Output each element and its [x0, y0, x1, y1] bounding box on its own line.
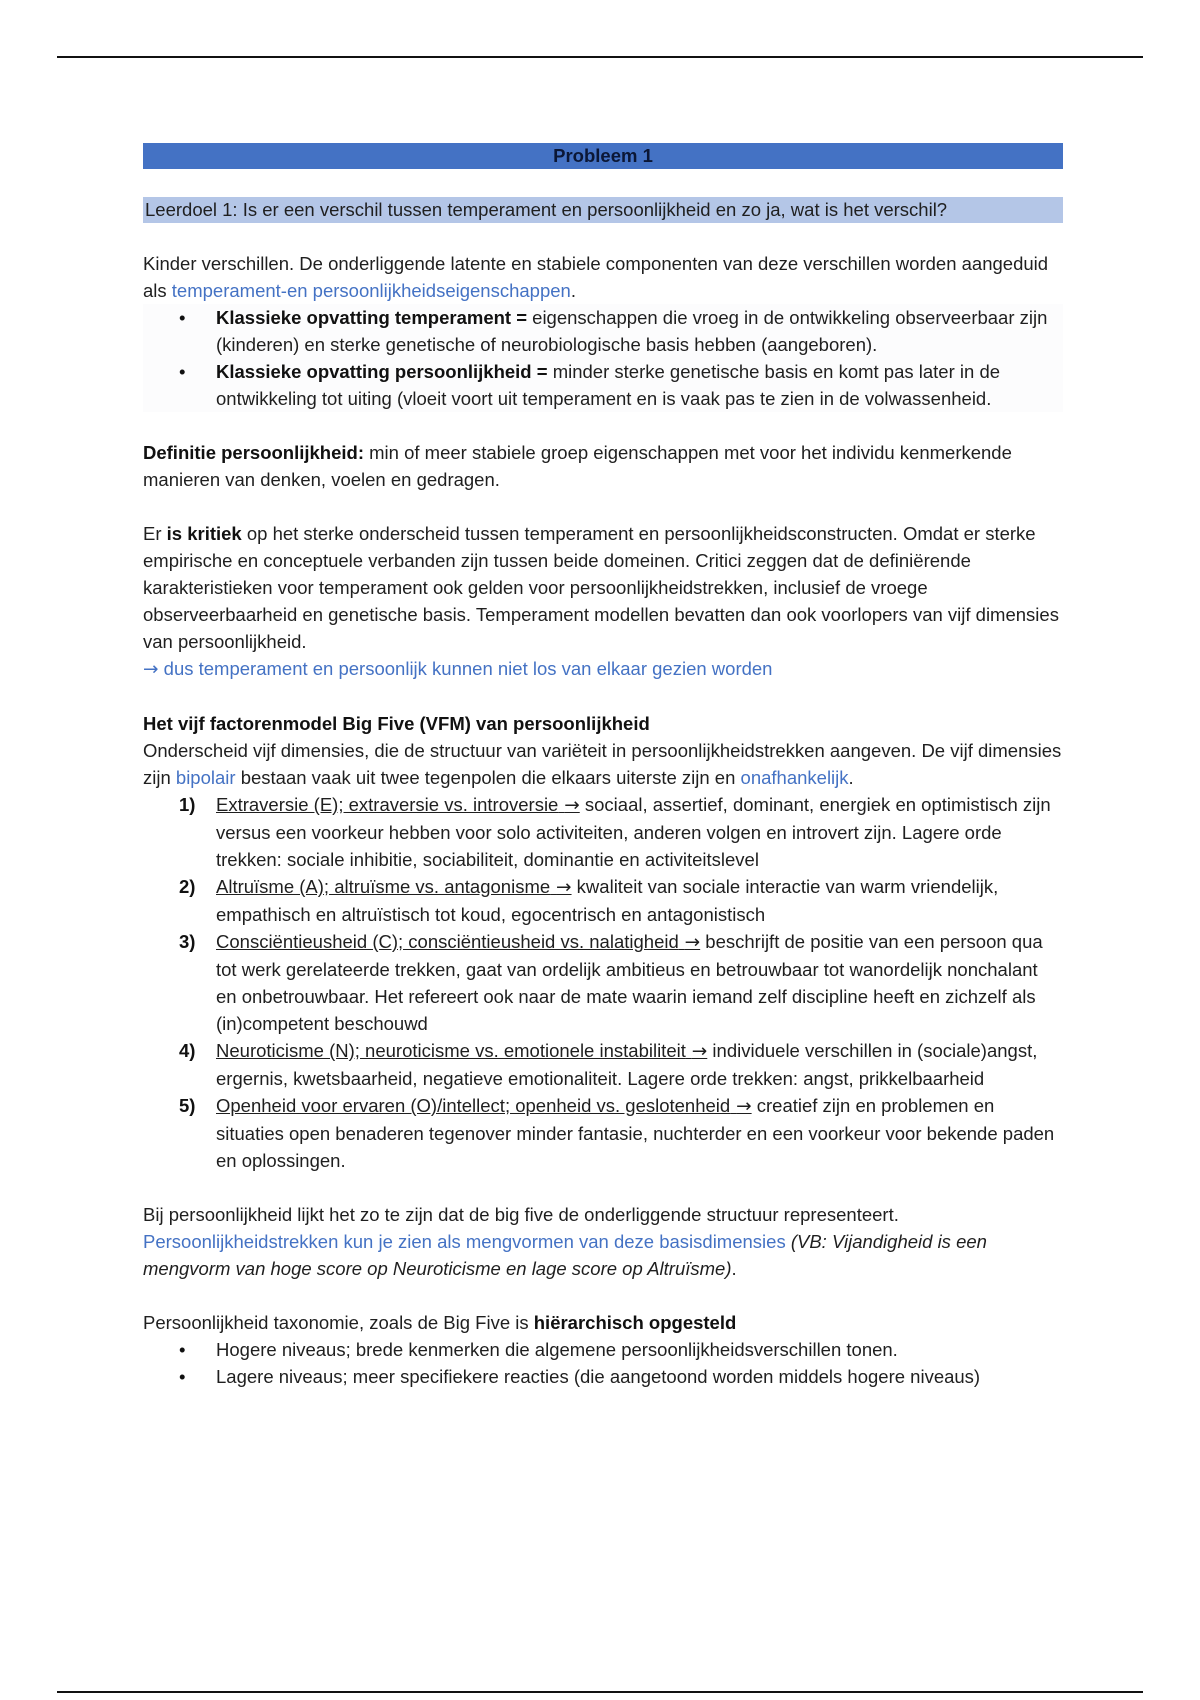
list-item: 3) Consciëntieusheid (C); consciëntieusheid vs. nalatigheid → beschrijft de positie van een persoon qua tot werk gerelateerde trekken, gaat van ordelijk ambitieus en betrouwbaar tot wanordelijk nonchalant en onbetrouwbaar. Het refereert ook naar de mate waarin iemand zelf discipline heeft en zichzelf als (in)competent beschouwd — [179, 931, 1043, 1034]
section-heading: Het vijf factorenmodel Big Five (VFM) van persoonlijkheid — [143, 713, 650, 734]
page-title: Probleem 1 — [143, 143, 1063, 169]
arrow-right-icon: → — [143, 659, 159, 680]
big-five-list — [143, 791, 1063, 1174]
structure-paragraph: Bij persoonlijkheid lijkt het zo te zijn dat de big five de onderliggende structuur representeert. Persoonlijkheidstrekken kun je zien als mengvormen van deze basisdimensies (VB: Vijandigheid is een mengvorm van hoge score op Neuroticisme en lage score op Altruïsme). — [143, 1204, 987, 1279]
big-five-intro: Onderscheid vijf dimensies, die de structuur van variëteit in persoonlijkheidstrekken aangeven. De vijf dimensies zijn bipolair bestaan vaak uit twee tegenpolen die elkaars uiterste zijn en onafhankelijk. — [143, 740, 1062, 788]
list-item: • Klassieke opvatting persoonlijkheid = minder sterke genetische basis en komt pas later in de ontwikkeling tot uiting (vloeit voort uit temperament en is vaak pas te zien in de volwassenheid. — [143, 358, 1063, 412]
arrow-right-icon: → — [556, 877, 572, 898]
taxonomy-list — [143, 1336, 1063, 1390]
critique-paragraph: Er is kritiek op het sterke onderscheid tussen temperament en persoonlijkheidsconstructen. Omdat er sterke empirische en conceptuele verbanden zijn tussen beide domeinen. Critici zeggen dat de definiërende karakteristieken voor temperament ook gelden voor persoonlijkheidstrekken, inclusief de vroege observeerbaarheid en genetische basis. Temperament modellen bevatten dan ook voorlopers van vijf dimensies van persoonlijkheid. — [143, 523, 1059, 652]
list-item: 2) Altruïsme (A); altruïsme vs. antagonisme → kwaliteit van sociale interactie van warm vriendelijk, empathisch en altruïstisch tot koud, egocentrisch en antagonistisch — [179, 876, 999, 925]
classic-views-list — [143, 304, 1063, 412]
taxonomy-paragraph: Persoonlijkheid taxonomie, zoals de Big Five is hiërarchisch opgesteld — [143, 1312, 737, 1333]
list-item: 5) Openheid voor ervaren (O)/intellect; openheid vs. geslotenheid → creatief zijn en problemen en situaties open benaderen tegenover minder fantasie, nuchterder en een voorkeur voor bekende paden en oplossingen. — [179, 1095, 1055, 1171]
learning-goal: Leerdoel 1: Is er een verschil tussen temperament en persoonlijkheid en zo ja, wat is het verschil? — [143, 197, 1063, 223]
arrow-right-icon: → — [564, 795, 580, 816]
intro-highlight: temperament-en persoonlijkheidseigenschappen — [171, 280, 571, 301]
bottom-rule — [57, 1691, 1143, 1693]
document-page — [143, 143, 1063, 1390]
list-item: • Klassieke opvatting temperament = eigenschappen die vroeg in de ontwikkeling observeerbaar zijn (kinderen) en sterke genetische of neurobiologische basis hebben (aangeboren). — [143, 304, 1063, 358]
intro-paragraph: Kinder verschillen. De onderliggende latente en stabiele componenten van deze verschillen worden aangeduid als temperament-en persoonlijkheidseigenschappen. — [143, 253, 1049, 301]
list-item: 1) Extraversie (E); extraversie vs. introversie → sociaal, assertief, dominant, energiek en optimistisch zijn versus een voorkeur hebben voor solo activiteiten, anderen volgen en introvert zijn. Lagere orde trekken: sociale inhibitie, sociabiliteit, dominantie en activiteitslevel — [179, 794, 1051, 870]
list-item: 4) Neuroticisme (N); neuroticisme vs. emotionele instabiliteit → individuele verschillen in (sociale)angst, ergernis, kwetsbaarheid, negatieve emotionaliteit. Lagere orde trekken: angst, prikkelbaarheid — [179, 1040, 1038, 1089]
arrow-right-icon: → — [684, 932, 701, 953]
top-rule — [57, 56, 1143, 58]
definition-paragraph: Definitie persoonlijkheid: min of meer stabiele groep eigenschappen met voor het individu kenmerkende manieren van denken, voelen en gedragen. — [143, 442, 1012, 490]
critique-conclusion: → dus temperament en persoonlijk kunnen niet los van elkaar gezien worden — [143, 658, 773, 680]
list-item: • Lagere niveaus; meer specifiekere reacties (die aangetoond worden middels hogere niveaus) — [143, 1363, 1063, 1390]
list-item: • Hogere niveaus; brede kenmerken die algemene persoonlijkheidsverschillen tonen. — [143, 1336, 1063, 1363]
arrow-right-icon: → — [736, 1096, 752, 1117]
arrow-right-icon: → — [691, 1041, 708, 1062]
